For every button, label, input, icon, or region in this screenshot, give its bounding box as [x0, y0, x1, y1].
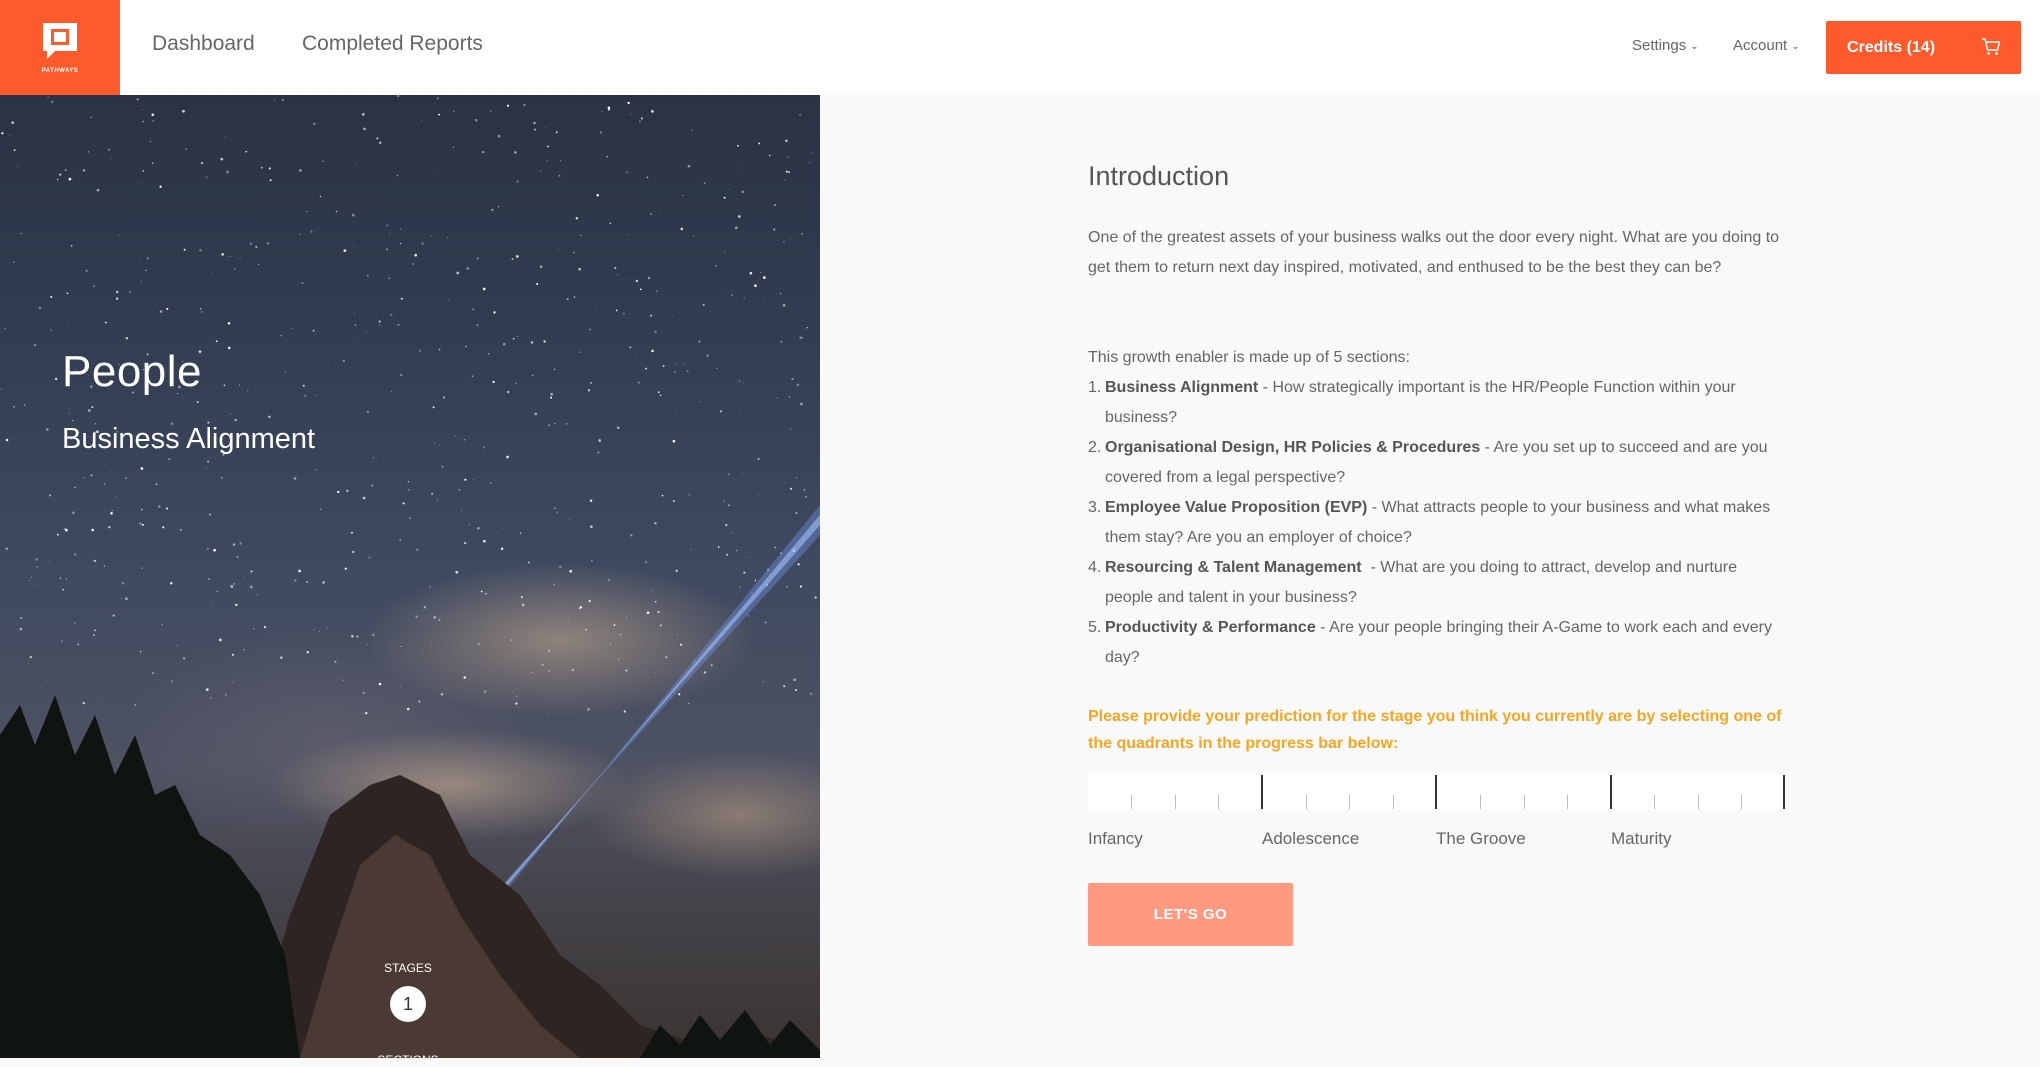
hero-subtitle: Business Alignment [62, 423, 316, 455]
section-description: - What are you doing to attract, develop and nurture people and talent in your business? [1105, 559, 1742, 606]
stage-label-maturity: Maturity [1611, 829, 1672, 848]
intro-paragraph: One of the greatest assets of your business walks out the door every night. What are you doing to get them to return next day inspired, motivated, and enthused to be the best they can be? [1088, 229, 1780, 276]
list-item [1088, 373, 1788, 433]
lets-go-button[interactable]: LET'S GO [1088, 883, 1293, 946]
chevron-down-icon: ⌄ [1791, 41, 1800, 52]
list-number: 2. [1088, 439, 1102, 456]
progress-tick [1524, 795, 1525, 809]
progress-tick [1349, 795, 1350, 809]
prediction-prompt: Please provide your prediction for the stage you think you currently are by selecting one of the quadrants in the progress bar below: [1088, 708, 1782, 752]
hero-image-panel [0, 95, 820, 1067]
pathways-logo[interactable] [0, 0, 120, 95]
progress-tick [1131, 795, 1132, 809]
account-label: Account [1733, 37, 1788, 54]
sections-intro: This growth enabler is made up of 5 sections: [1088, 349, 1410, 366]
nav-completed-reports[interactable]: Completed Reports [302, 32, 483, 55]
section-description: - How strategically important is the HR/People Function within your business? [1105, 379, 1736, 426]
section-description: - What attracts people to your business and what makes them stay? Are you an employer of choice? [1105, 499, 1771, 546]
settings-menu[interactable] [1632, 37, 1699, 54]
night-sky-image [0, 95, 820, 1058]
list-item [1088, 433, 1788, 493]
stage-progress-bar [1088, 775, 1786, 809]
section-name: Employee Value Proposition (EVP) [1105, 499, 1368, 516]
stage-label-the-groove: The Groove [1436, 829, 1526, 848]
progress-tick [1567, 795, 1568, 809]
sections-list [1088, 373, 1788, 673]
logo-mark-icon [41, 21, 79, 65]
section-name: Organisational Design, HR Policies & Procedures [1105, 439, 1481, 456]
credits-label: Credits (14) [1847, 38, 1936, 56]
progress-tick [1480, 795, 1481, 809]
stage-indicator[interactable]: 1 [390, 986, 426, 1022]
list-item [1088, 493, 1788, 553]
progress-tick [1306, 795, 1307, 809]
hero-title: People [62, 347, 203, 396]
list-item [1088, 613, 1788, 673]
stage-label-infancy: Infancy [1088, 829, 1143, 848]
progress-tick [1175, 795, 1176, 809]
progress-divider [1435, 775, 1437, 809]
section-name: Productivity & Performance [1105, 619, 1316, 636]
progress-tick [1698, 795, 1699, 809]
progress-tick [1654, 795, 1655, 809]
nav-dashboard[interactable]: Dashboard [152, 32, 255, 55]
stage-label-adolescence: Adolescence [1262, 829, 1360, 848]
list-number: 4. [1088, 559, 1102, 576]
sections-label: SECTIONS [377, 1053, 439, 1067]
section-description: - Are you set up to succeed and are you covered from a legal perspective? [1105, 439, 1768, 486]
progress-tick [1393, 795, 1394, 809]
logo-text: PATHWAYS [41, 68, 79, 74]
section-description: - Are your people bringing their A-Game to work each and every day? [1105, 619, 1772, 666]
credits-button[interactable] [1826, 21, 2021, 74]
progress-tick [1741, 795, 1742, 809]
top-nav-bar [0, 0, 2040, 95]
account-menu[interactable] [1733, 37, 1800, 54]
settings-label: Settings [1632, 37, 1687, 54]
cart-icon [1981, 38, 2001, 56]
progress-divider [1610, 775, 1612, 809]
stages-label: STAGES [384, 961, 432, 975]
progress-divider [1261, 775, 1263, 809]
chevron-down-icon: ⌄ [1690, 41, 1699, 52]
section-name: Resourcing & Talent Management [1105, 559, 1362, 576]
section-name: Business Alignment [1105, 379, 1259, 396]
list-number: 5. [1088, 619, 1102, 636]
page-title: Introduction [1088, 161, 1230, 191]
list-item [1088, 553, 1788, 613]
progress-tick [1218, 795, 1219, 809]
progress-divider [1783, 775, 1785, 809]
list-number: 1. [1088, 379, 1102, 396]
list-number: 3. [1088, 499, 1102, 516]
